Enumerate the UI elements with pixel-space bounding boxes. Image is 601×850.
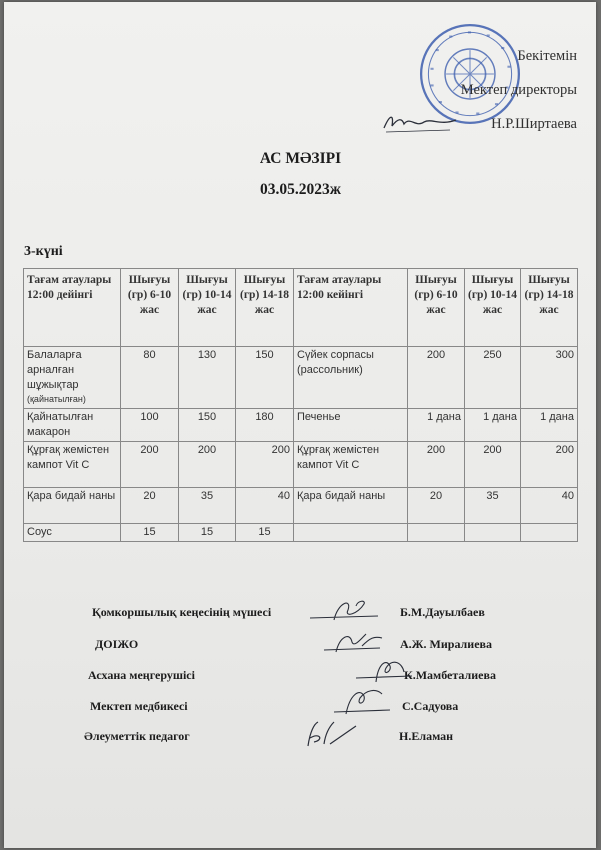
portion-cell: 35 bbox=[179, 488, 236, 524]
portion-cell: 200 bbox=[236, 442, 294, 488]
portion-cell: 200 bbox=[521, 442, 578, 488]
portion-cell: 15 bbox=[236, 524, 294, 542]
header-portion-6-10-after: Шығуы (гр) 6-10 жас bbox=[408, 269, 465, 347]
table-row bbox=[24, 347, 578, 409]
signature-role: Қомкоршылық кеңесінің мүшесі bbox=[92, 605, 272, 619]
portion-cell: 40 bbox=[521, 488, 578, 524]
portion-cell bbox=[465, 524, 521, 542]
header-dish-before-noon: Тағам атаулары 12:00 дейінгі bbox=[24, 269, 121, 347]
table-row bbox=[24, 442, 578, 488]
portion-cell: 15 bbox=[179, 524, 236, 542]
signature-mark bbox=[308, 596, 388, 624]
signature-name: С.Садуова bbox=[402, 699, 459, 713]
approval-line-position: Мектеп директоры bbox=[460, 82, 577, 98]
dish-name-morning: Қара бидай наны bbox=[24, 488, 121, 524]
page-title: АС МӘЗІРІ bbox=[259, 150, 342, 167]
portion-cell: 35 bbox=[465, 488, 521, 524]
signature-role: Мектеп медбикесі bbox=[90, 699, 188, 713]
portion-cell: 180 bbox=[236, 409, 294, 442]
portion-cell: 40 bbox=[236, 488, 294, 524]
signature-name: Н.Еламан bbox=[399, 729, 454, 743]
day-label: 3-күні bbox=[24, 244, 63, 259]
dish-name-afternoon bbox=[294, 524, 408, 542]
dish-note: (қайнатылған) bbox=[27, 393, 86, 404]
dish-name-morning: Соус bbox=[24, 524, 121, 542]
portion-cell: 200 bbox=[408, 347, 465, 409]
dish-name-text: Балаларға арналған шұжықтар bbox=[27, 349, 82, 391]
portion-cell: 1 дана bbox=[465, 409, 521, 442]
portion-cell bbox=[521, 524, 578, 542]
table-row bbox=[24, 409, 578, 442]
portion-cell: 200 bbox=[465, 442, 521, 488]
dish-name-afternoon: Печенье bbox=[294, 409, 408, 442]
dish-name-morning: Қайнатылған макарон bbox=[24, 409, 121, 442]
portion-cell: 200 bbox=[179, 442, 236, 488]
menu-table bbox=[23, 268, 578, 542]
signature-mark bbox=[330, 686, 400, 718]
header-portion-10-14: Шығуы (гр) 10-14 жас bbox=[179, 269, 236, 347]
signature-role: Асхана меңгерушісі bbox=[88, 668, 195, 682]
portion-cell: 100 bbox=[121, 409, 179, 442]
menu-date: 03.05.2023ж bbox=[260, 181, 341, 198]
portion-cell: 150 bbox=[179, 409, 236, 442]
signature-role: ДОІЖО bbox=[95, 637, 139, 651]
dish-name-afternoon: Сүйек сорпасы (рассольник) bbox=[294, 347, 408, 409]
portion-cell: 150 bbox=[236, 347, 294, 409]
portion-cell: 250 bbox=[465, 347, 521, 409]
header-dish-after-noon: Тағам атаулары 12:00 кейінгі bbox=[294, 269, 408, 347]
signature-name: К.Мамбеталиева bbox=[404, 668, 496, 682]
portion-cell: 20 bbox=[408, 488, 465, 524]
signature-mark bbox=[322, 628, 392, 656]
table-header-row bbox=[24, 269, 578, 347]
dish-name-morning: Құрғақ жемістен кампот Vit C bbox=[24, 442, 121, 488]
signature-row bbox=[88, 668, 558, 684]
portion-cell: 200 bbox=[121, 442, 179, 488]
header-portion-10-14-after: Шығуы (гр) 10-14 жас bbox=[465, 269, 521, 347]
signature-row bbox=[90, 699, 550, 715]
approval-line-approve: Бекітемін bbox=[517, 48, 577, 64]
header-portion-14-18: Шығуы (гр) 14-18 жас bbox=[236, 269, 294, 347]
director-signature bbox=[380, 110, 460, 136]
portion-cell: 15 bbox=[121, 524, 179, 542]
table-row bbox=[24, 524, 578, 542]
header-portion-6-10: Шығуы (гр) 6-10 жас bbox=[121, 269, 179, 347]
portion-cell: 200 bbox=[408, 442, 465, 488]
portion-cell: 1 дана bbox=[521, 409, 578, 442]
approval-line-director-name: Н.Р.Ширтаева bbox=[491, 116, 577, 132]
dish-name-morning bbox=[24, 347, 121, 409]
signature-name: Б.М.Дауылбаев bbox=[400, 605, 485, 619]
portion-cell: 80 bbox=[121, 347, 179, 409]
portion-cell bbox=[408, 524, 465, 542]
portion-cell: 300 bbox=[521, 347, 578, 409]
signature-name: А.Ж. Миралиева bbox=[400, 637, 493, 651]
signature-role: Әлеуметтік педагог bbox=[84, 729, 190, 743]
table-row bbox=[24, 488, 578, 524]
signature-mark bbox=[300, 718, 370, 750]
portion-cell: 130 bbox=[179, 347, 236, 409]
signature-mark bbox=[352, 654, 422, 686]
header-portion-14-18-after: Шығуы (гр) 14-18 жас bbox=[521, 269, 578, 347]
dish-name-afternoon: Құрғақ жемістен кампот Vit C bbox=[294, 442, 408, 488]
portion-cell: 1 дана bbox=[408, 409, 465, 442]
dish-name-afternoon: Қара бидай наны bbox=[294, 488, 408, 524]
portion-cell: 20 bbox=[121, 488, 179, 524]
